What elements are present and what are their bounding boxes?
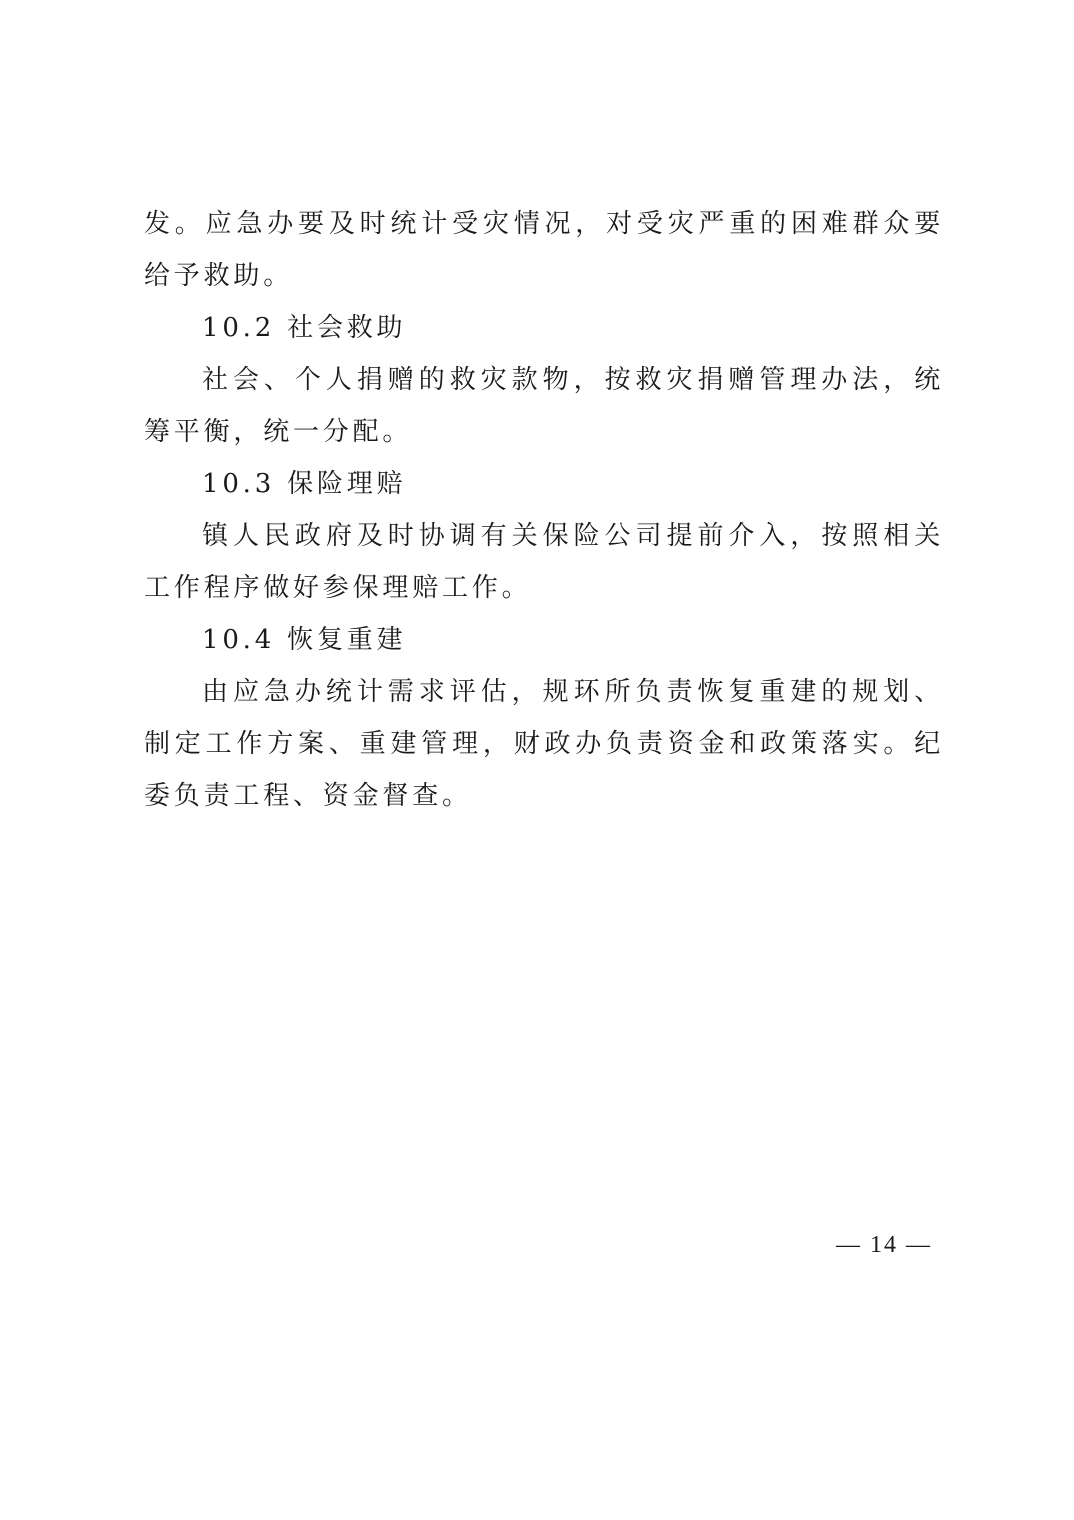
section-heading-10-4: 10.4 恢复重建: [202, 625, 407, 655]
paragraph-social-aid: 社会、个人捐赠的救灾款物，按救灾捐赠管理办法，统筹平衡，统一分配。: [144, 365, 944, 447]
paragraph-continuation: 发。应急办要及时统计受灾情况，对受灾严重的困难群众要给予救助。: [144, 209, 944, 291]
page-number: — 14 —: [836, 1232, 932, 1258]
paragraph-reconstruction: 由应急办统计需求评估，规环所负责恢复重建的规划、制定工作方案、重建管理，财政办负责资金和政策落实。纪委负责工程、资金督查。: [144, 677, 944, 811]
section-heading-10-3: 10.3 保险理赔: [202, 469, 407, 499]
section-heading-10-2: 10.2 社会救助: [202, 313, 407, 343]
paragraph-insurance-claims: 镇人民政府及时协调有关保险公司提前介入，按照相关工作程序做好参保理赔工作。: [144, 521, 944, 603]
document-body: [144, 198, 944, 822]
